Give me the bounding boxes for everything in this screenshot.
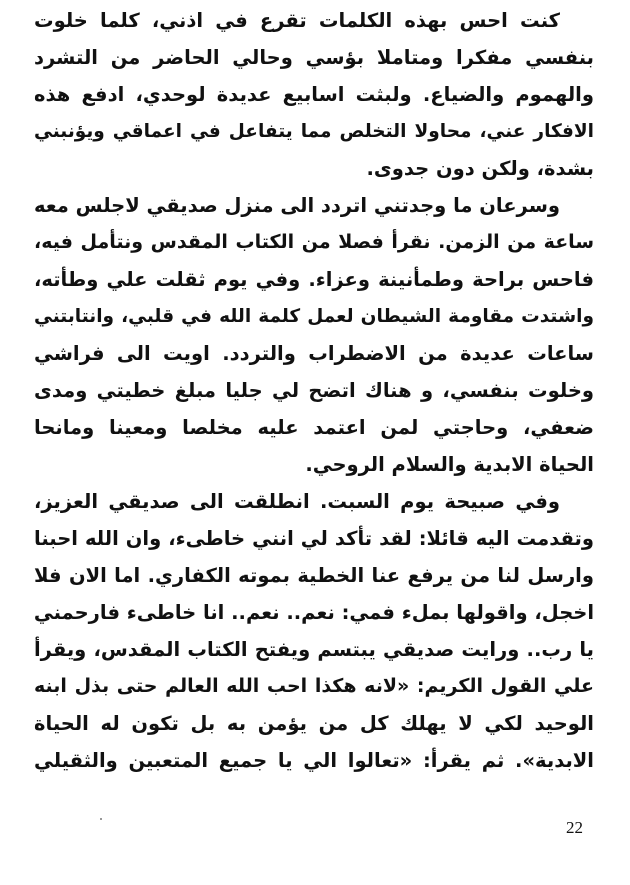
text-line: فاحس براحة وطمأنينة وعزاء. وفي يوم ثقلت علي وطأته، bbox=[34, 268, 594, 291]
text-line: علي القول الكريم: «لانه هكذا احب الله العالم حتى بذل ابنه bbox=[34, 675, 594, 697]
body-text bbox=[34, 2, 594, 779]
text-line: واشتدت مقاومة الشيطان لعمل كلمة الله في قلبي، وانتابتني bbox=[34, 306, 594, 327]
scan-speck bbox=[100, 818, 102, 820]
text-line: كنت احس بهذه الكلمات تقرع في اذني، كلما خلوت bbox=[34, 9, 560, 32]
text-line: وتقدمت اليه قائلا: لقد تأكد لي انني خاطىء، وان الله احبنا bbox=[34, 527, 594, 550]
text-line: يا رب.. ورايت صديقي يبتسم ويفتح الكتاب المقدس، ويقرأ bbox=[34, 638, 594, 661]
text-line: ساعات عديدة من الاضطراب والتردد. اويت الى فراشي bbox=[34, 342, 594, 365]
text-line: والهموم والضياع. ولبثت اسابيع عديدة لوحدي، ادفع هذه bbox=[34, 83, 594, 106]
text-line: الوحيد لكي لا يهلك كل من يؤمن به بل تكون له الحياة bbox=[34, 712, 594, 735]
text-line: بنفسي مفكرا ومتاملا بؤسي وحالي الحاضر من التشرد bbox=[34, 46, 594, 69]
text-line: ساعة من الزمن. نقرأ فصلا من الكتاب المقدس ونتأمل فيه، bbox=[34, 231, 594, 253]
text-line: وارسل لنا من يرفع عنا الخطية بموته الكفاري. اما الان فلا bbox=[34, 564, 594, 587]
text-line: الابدية». ثم يقرأ: «تعالوا الي يا جميع المتعبين والثقيلي bbox=[34, 749, 594, 772]
paragraph-1 bbox=[34, 2, 594, 187]
paragraph-2 bbox=[34, 187, 594, 483]
text-line: وخلوت بنفسي، و هناك اتضح لي جليا مبلغ خطيتي ومدى bbox=[34, 379, 594, 402]
text-line: بشدة، ولكن دون جدوى. bbox=[366, 157, 594, 180]
text-line: اخجل، واقولها بملء فمي: نعم.. نعم.. انا خاطىء فارحمني bbox=[33, 601, 594, 624]
text-line: وفي صبيحة يوم السبت. انطلقت الى صديقي العزيز، bbox=[34, 490, 560, 513]
text-line: الحياة الابدية والسلام الروحي. bbox=[305, 453, 594, 476]
text-line: وسرعان ما وجدتني اتردد الى منزل صديقي لاجلس معه bbox=[33, 194, 560, 217]
text-line: الافكار عني، محاولا التخلص مما يتفاعل في اعماقي ويؤنبني bbox=[34, 121, 594, 142]
paragraph-3 bbox=[34, 483, 594, 779]
page-number: 22 bbox=[566, 818, 583, 837]
text-line: ضعفي، وحاجتي لمن اعتمد عليه مخلصا ومعينا ومانحا bbox=[34, 416, 594, 439]
